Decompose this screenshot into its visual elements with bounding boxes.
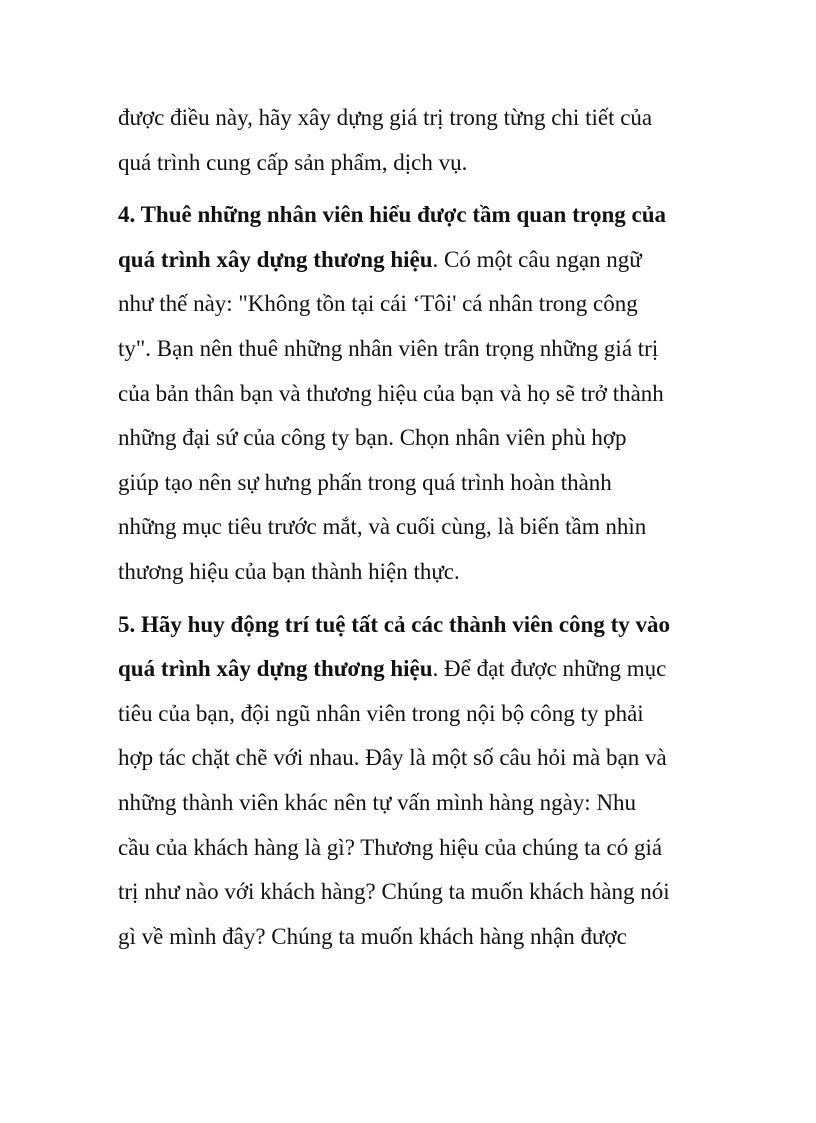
text-line: gì về mình đây? Chúng ta muốn khách hàng nhận được: [118, 923, 627, 949]
item-5-heading-line: 5. Hãy huy động trí tuệ tất cả các thành viên công ty vào: [118, 611, 670, 637]
paragraph-gap: [118, 185, 708, 193]
text-line: hợp tác chặt chẽ với nhau. Đây là một số câu hỏi mà bạn và: [118, 745, 667, 771]
text-line: được điều này, hãy xây dựng giá trị trong từng chi tiết của: [118, 105, 653, 130]
text-line: như thế này: "Không tồn tại cái ‘Tôi' cá nhân trong công: [118, 291, 638, 317]
text-line: ty". Bạn nên thuê những nhân viên trân trọng những giá trị: [118, 335, 659, 361]
text-line: tiêu của bạn, đội ngũ nhân viên trong nội bộ công ty phải: [118, 700, 644, 726]
text-line: những mục tiêu trước mắt, và cuối cùng, là biến tầm nhìn: [118, 514, 647, 540]
item-4-heading-end: quá trình xây dựng thương hiệu: [118, 246, 433, 272]
intro-paragraph: [118, 96, 708, 185]
text-line: cầu của khách hàng là gì? Thương hiệu của chúng ta có giá: [118, 834, 663, 860]
text-line: những đại sứ của công ty bạn. Chọn nhân viên phù hợp: [118, 425, 627, 451]
item-4-heading-line: 4. Thuê những nhân viên hiểu được tầm quan trọng của: [118, 202, 666, 228]
document-page: [118, 96, 708, 959]
item-5-heading-end: quá trình xây dựng thương hiệu: [118, 656, 433, 682]
paragraph-gap: [118, 595, 708, 603]
item-4-mixed-line: [118, 238, 708, 283]
item-4-paragraph: [118, 193, 708, 594]
item-5-paragraph: [118, 603, 708, 960]
item-5-line-rest: . Để đạt được những mục: [432, 656, 667, 682]
text-line: của bản thân bạn và thương hiệu của bạn và họ sẽ trở thành: [118, 380, 664, 406]
text-line: những thành viên khác nên tự vấn mình hàng ngày: Nhu: [118, 789, 637, 815]
text-line: giúp tạo nên sự hưng phấn trong quá trình hoàn thành: [118, 469, 612, 495]
text-line: thương hiệu của bạn thành hiện thực.: [118, 558, 460, 584]
item-4-line-rest: . Có một câu ngạn ngữ: [432, 246, 642, 272]
text-line: trị như nào với khách hàng? Chúng ta muốn khách hàng nói: [118, 879, 670, 905]
text-line: quá trình cung cấp sản phẩm, dịch vụ.: [118, 149, 468, 175]
item-5-mixed-line: [118, 647, 708, 692]
